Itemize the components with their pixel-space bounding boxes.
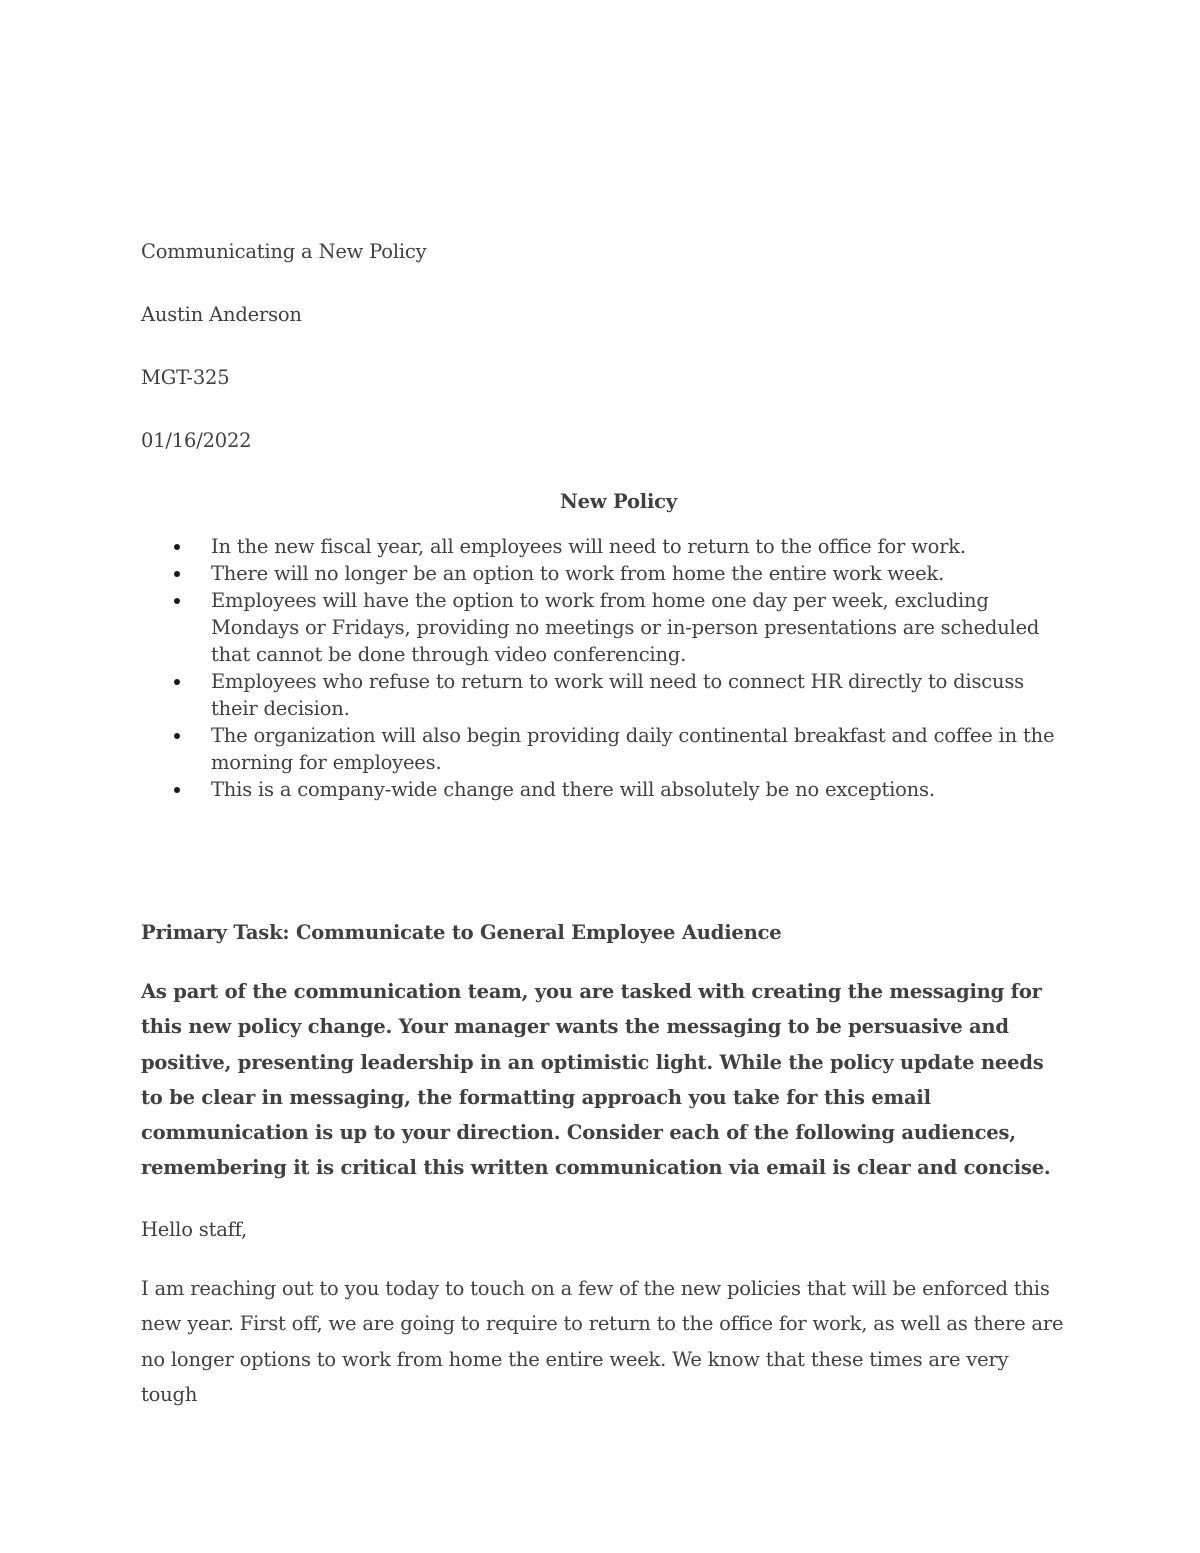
bullet-icon	[174, 544, 180, 550]
bullet-icon	[174, 679, 180, 685]
policy-heading: New Policy	[560, 490, 677, 513]
task-instructions: As part of the communication team, you are tasked with creating the messaging for this new policy change. Your manager wants the messaging to be persuasive and positive, presenting leadership in an optimistic light. While the policy update needs to be clear in messaging, the formatting approach you take for this email communication is up to your direction. Consider each of the following audiences, remembering it is critical this written communication via email is clear and concise.	[141, 980, 1051, 1180]
policy-item	[141, 722, 1066, 776]
policy-item-text: The organization will also begin providing daily continental breakfast and coffee in the morning for employees.	[211, 724, 1055, 774]
bullet-icon	[174, 571, 180, 577]
email-greeting: Hello staff,	[141, 1217, 247, 1241]
course-code: MGT-325	[141, 366, 230, 389]
document-title: Communicating a New Policy	[141, 240, 427, 263]
policy-list	[141, 533, 1066, 803]
document-date: 01/16/2022	[141, 429, 252, 452]
bullet-icon	[174, 733, 180, 739]
email-body: I am reaching out to you today to touch on a few of the new policies that will be enforced this new year. First off, we are going to require to return to the office for work, as well as there are no longer options to work from home the entire week. We know that these times are very tough	[141, 1276, 1064, 1407]
bullet-icon	[174, 598, 180, 604]
bullet-icon	[174, 787, 180, 793]
policy-item-text: Employees who refuse to return to work will need to connect HR directly to discuss their decision.	[211, 670, 1024, 720]
policy-item	[141, 560, 1066, 587]
policy-item-text: Employees will have the option to work from home one day per week, excluding Mondays or Fridays, providing no meetings or in-person presentations are scheduled that cannot be done through video conferencing.	[211, 589, 1040, 666]
document-content	[141, 238, 1066, 1413]
policy-item	[141, 776, 1066, 803]
policy-item-text: There will no longer be an option to work from home the entire work week.	[211, 562, 945, 585]
author-name: Austin Anderson	[141, 303, 302, 326]
policy-item-text: In the new fiscal year, all employees will need to return to the office for work.	[211, 535, 966, 558]
policy-item	[141, 668, 1066, 722]
policy-item	[141, 533, 1066, 560]
policy-item-text: This is a company-wide change and there will absolutely be no exceptions.	[211, 778, 935, 801]
task-heading: Primary Task: Communicate to General Employee Audience	[141, 921, 782, 944]
policy-item	[141, 587, 1066, 668]
